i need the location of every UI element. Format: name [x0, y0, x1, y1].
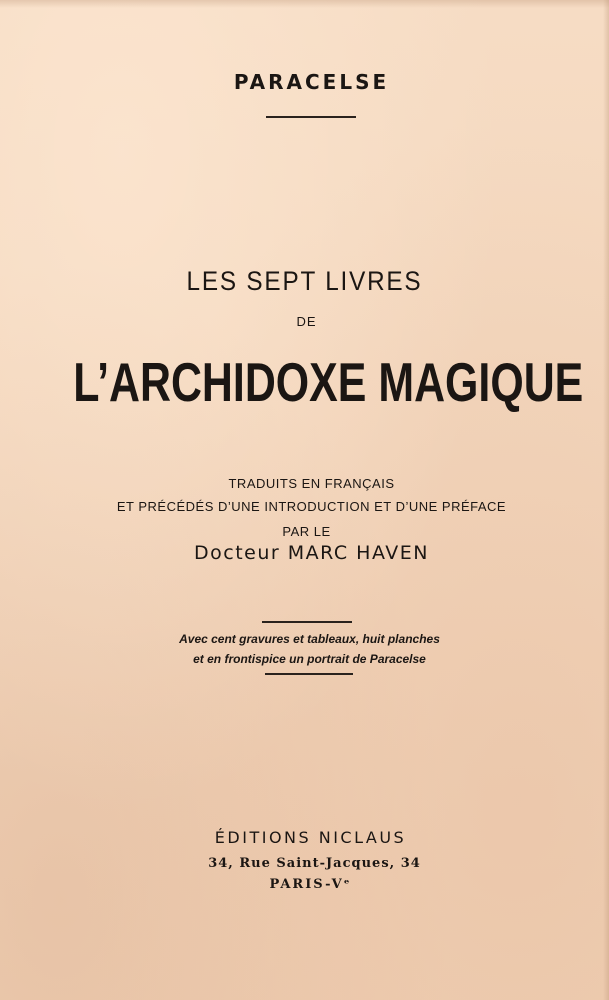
paper-edge-top	[0, 0, 609, 8]
illustrations-line-1: Avec cent gravures et tableaux, huit planches	[179, 632, 440, 646]
translator-name: Docteur MARC HAVEN	[194, 542, 429, 564]
divider-rule-middle-lower	[265, 673, 353, 675]
author-name: PARACELSE	[233, 70, 390, 94]
divider-rule-top	[266, 116, 356, 118]
publisher-city: PARIS-Vᵉ	[269, 877, 352, 892]
publisher-name: ÉDITIONS NICLAUS	[214, 828, 407, 847]
divider-rule-middle-upper	[262, 621, 352, 623]
connector-word: DE	[296, 314, 317, 329]
publisher-address: 34, Rue Saint-Jacques, 34	[208, 856, 421, 871]
book-subtitle: LES SEPT LIVRES	[186, 266, 423, 296]
illustrations-line-2: et en frontispice un portrait de Paracelse	[193, 652, 426, 666]
book-title: L’ARCHIDOXE MAGIQUE	[73, 351, 584, 413]
translation-line-1: TRADUITS EN FRANÇAIS	[228, 476, 395, 491]
translation-line-3: PAR LE	[282, 524, 331, 539]
translation-line-2: ET PRÉCÉDÉS D’UNE INTRODUCTION ET D’UNE PRÉFACE	[116, 499, 507, 514]
